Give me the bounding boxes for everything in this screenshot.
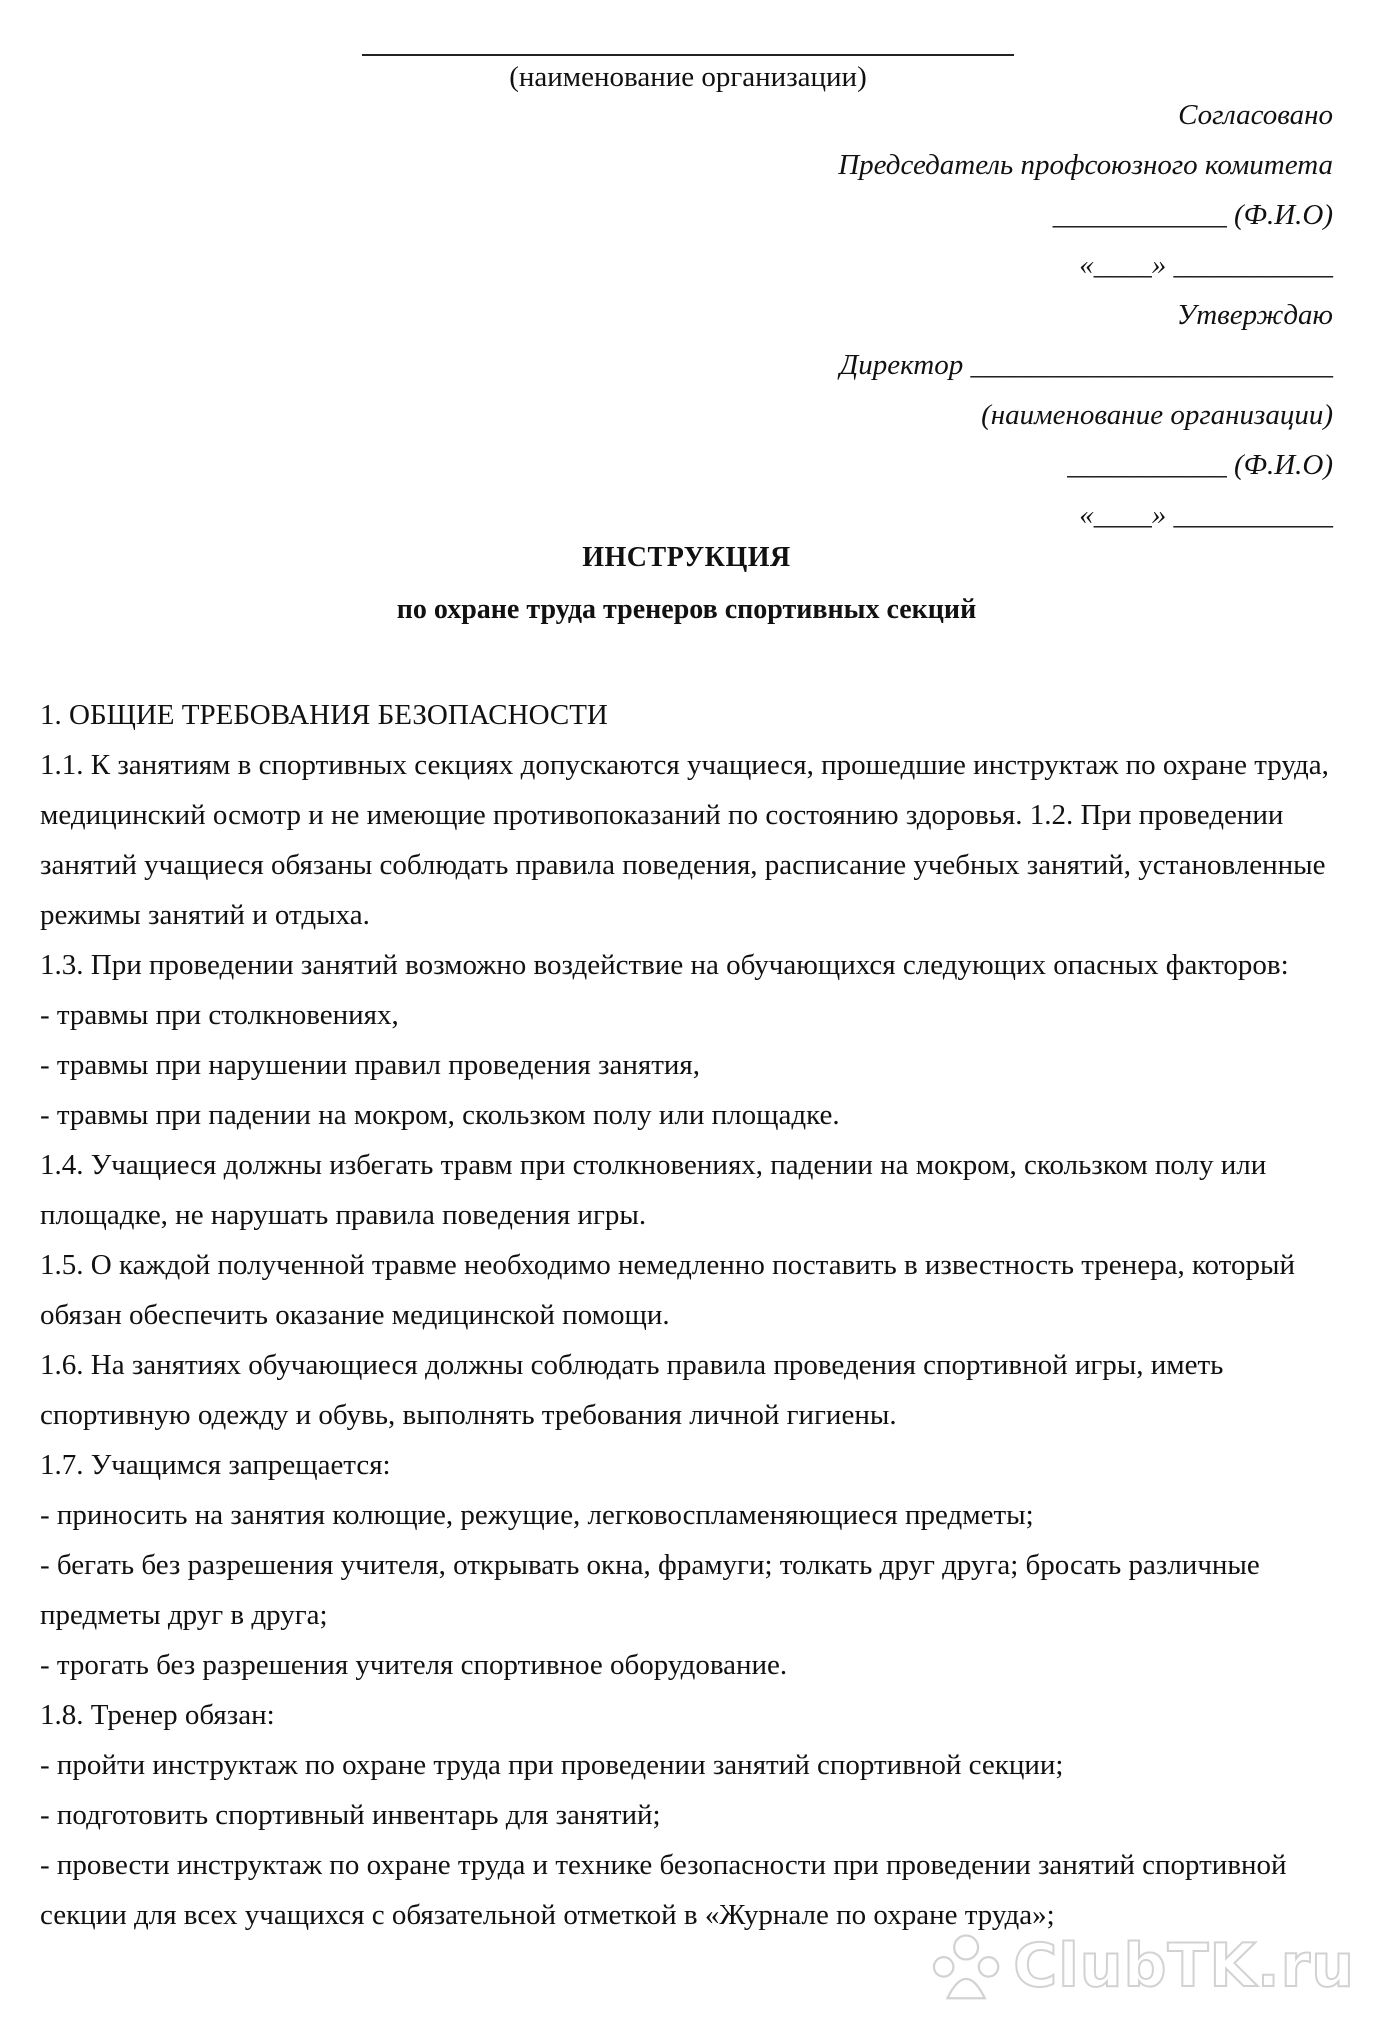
document-body	[40, 690, 1340, 1940]
organization-caption: (наименование организации)	[509, 61, 867, 93]
paragraph-1-3: 1.3. При проведении занятий возможно воздействие на обучающихся следующих опасных факторов:	[40, 949, 1289, 981]
list-item: - травмы при столкновениях,	[40, 999, 399, 1031]
paragraph-1-8: 1.8. Тренер обязан:	[40, 1699, 275, 1731]
paragraph-1-6: 1.6. На занятиях обучающиеся должны соблюдать правила проведения спортивной игры, иметь спортивную одежду и обувь, выполнять требования личной гигиены.	[40, 1349, 1224, 1431]
director-organization-caption: (наименование организации)	[981, 399, 1333, 431]
list-item: - трогать без разрешения учителя спортивное оборудование.	[40, 1649, 788, 1681]
list-item: - травмы при падении на мокром, скользком полу или площадке.	[40, 1099, 840, 1131]
agreed-label: Согласовано	[1178, 99, 1333, 131]
union-chairman-date-line: «____» ___________	[1079, 249, 1333, 281]
union-chairman-label: Председатель профсоюзного комитета	[838, 149, 1333, 181]
union-chairman-signature-line: ____________ (Ф.И.О)	[1052, 199, 1333, 231]
list-item: - приносить на занятия колющие, режущие, легковоспламеняющиеся предметы;	[40, 1499, 1034, 1531]
list-item: - травмы при нарушении правил проведения занятия,	[40, 1049, 700, 1081]
approval-block	[433, 90, 1333, 540]
director-date-line: «____» ___________	[1079, 499, 1333, 531]
paragraph-1-7: 1.7. Учащимся запрещается:	[40, 1449, 391, 1481]
director-line: Директор _________________________	[839, 349, 1333, 381]
paragraph-1-1: 1.1. К занятиям в спортивных секциях допускаются учащиеся, прошедшие инструктаж по охране труда, медицинский осмотр и не имеющие противопоказаний по состоянию здоровья. 1.2. При проведении занятий учащиеся обязаны соблюдать правила поведения, расписание учебных занятий, установленные режимы занятий и отдыха.	[40, 749, 1329, 931]
approved-label: Утверждаю	[1176, 299, 1333, 331]
document-title: ИНСТРУКЦИЯ	[582, 542, 791, 573]
list-item: - подготовить спортивный инвентарь для занятий;	[40, 1799, 661, 1831]
list-item: - пройти инструктаж по охране труда при проведении занятий спортивной секции;	[40, 1749, 1064, 1781]
director-signature-line: ___________ (Ф.И.О)	[1067, 449, 1333, 481]
paragraph-1-5: 1.5. О каждой полученной травме необходимо немедленно поставить в известность тренера, который обязан обеспечить оказание медицинской помощи.	[40, 1249, 1295, 1331]
list-item: - бегать без разрешения учителя, открывать окна, фрамуги; толкать друг друга; бросать различные предметы друг в друга;	[40, 1549, 1260, 1631]
document-subtitle: по охране труда тренеров спортивных секций	[396, 594, 977, 625]
section-heading: 1. ОБЩИЕ ТРЕБОВАНИЯ БЕЗОПАСНОСТИ	[40, 699, 608, 731]
paragraph-1-4: 1.4. Учащиеся должны избегать травм при столкновениях, падении на мокром, скользком полу или площадке, не нарушать правила поведения игры.	[40, 1149, 1267, 1231]
watermark-text: ClubTK.ru	[1013, 1931, 1355, 2001]
list-item: - провести инструктаж по охране труда и технике безопасности при проведении занятий спортивной секции для всех учащихся с обязательной отметкой в «Журнале по охране труда»;	[40, 1849, 1287, 1931]
